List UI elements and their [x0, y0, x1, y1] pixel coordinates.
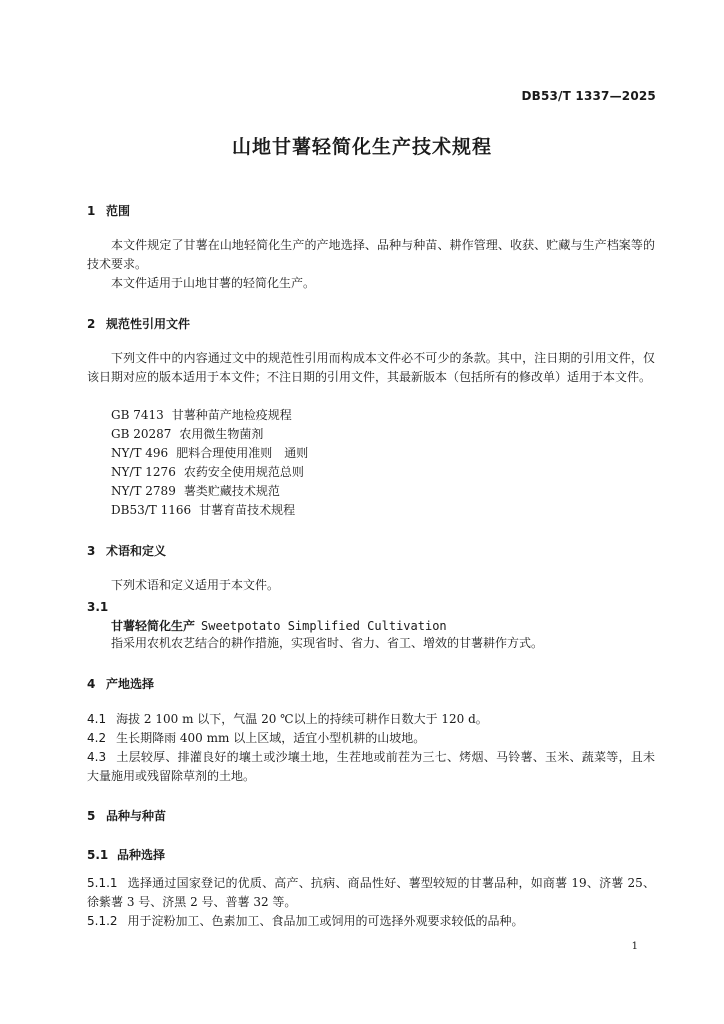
page-number: 1 — [631, 941, 638, 952]
clause-item — [87, 729, 655, 748]
clause-number: 5.1.2 — [87, 914, 118, 928]
section-heading-normative-references — [87, 315, 190, 332]
term-name-en: Sweetpotato Simplified Cultivation — [201, 619, 447, 633]
section-title: 术语和定义 — [106, 544, 167, 558]
section-heading-scope — [87, 202, 130, 219]
paragraph: 下列术语和定义适用于本文件。 — [111, 578, 280, 592]
reference-code: DB53/T 1166 — [111, 503, 192, 517]
clause-number: 4.3 — [87, 750, 107, 764]
section-number: 3 — [87, 544, 96, 558]
reference-name: 甘薯育苗技术规程 — [199, 503, 296, 517]
reference-item — [111, 501, 295, 520]
reference-code: NY/T 1276 — [111, 465, 176, 479]
paragraph: 本文件适用于山地甘薯的轻简化生产。 — [111, 276, 316, 290]
reference-item — [111, 406, 292, 425]
section-number: 5 — [87, 809, 96, 823]
section-title: 品种与种苗 — [106, 809, 167, 823]
term-number: 3.1 — [87, 600, 109, 614]
section-title: 产地选择 — [106, 677, 155, 691]
section-title: 范围 — [106, 204, 131, 218]
paragraph: 下列文件中的内容通过文中的规范性引用而构成本文件必不可少的条款。其中，注日期的引用文件，仅该日期对应的版本适用于本文件；不注日期的引用文件，其最新版本（包括所有的修改单）适用于本文件。 — [87, 351, 655, 384]
clause-number: 5.1.1 — [87, 876, 118, 890]
page-title: 山地甘薯轻简化生产技术规程 — [231, 136, 492, 158]
standard-code: DB53/T 1337—2025 — [521, 89, 656, 103]
reference-code: NY/T 2789 — [111, 484, 176, 498]
clause-item — [87, 748, 655, 786]
reference-name: 农药安全使用规范总则 — [183, 465, 304, 479]
reference-code: NY/T 496 — [111, 446, 169, 460]
reference-name: 农用微生物菌剂 — [179, 427, 264, 441]
reference-name: 薯类贮藏技术规范 — [183, 484, 280, 498]
reference-name: 肥料合理使用准则 通则 — [176, 446, 309, 460]
clause-item — [87, 710, 655, 729]
section-number: 1 — [87, 204, 96, 218]
section-number: 2 — [87, 317, 96, 331]
subsection-number: 5.1 — [87, 848, 109, 862]
section-number: 4 — [87, 677, 96, 691]
clause-text: 生长期降雨 400 mm 以上区域，适宜小型机耕的山坡地。 — [116, 731, 426, 745]
clause-number: 4.2 — [87, 731, 107, 745]
clause-text: 海拔 2 100 m 以下，气温 20 ℃以上的持续可耕作日数大于 120 d。 — [116, 712, 488, 726]
subsection-heading-variety-selection — [87, 846, 165, 863]
paragraph: 本文件规定了甘薯在山地轻简化生产的产地选择、品种与种苗、耕作管理、收获、贮藏与生产档案等的技术要求。 — [87, 238, 655, 271]
section-heading-varieties — [87, 807, 166, 824]
reference-name: 甘薯种苗产地检疫规程 — [171, 408, 292, 422]
reference-item — [111, 482, 280, 501]
clause-text: 用于淀粉加工、色素加工、食品加工或饲用的可选择外观要求较低的品种。 — [127, 914, 524, 928]
clause-item — [87, 912, 655, 931]
clause-text: 土层较厚、排灌良好的壤土或沙壤土地，生茬地或前茬为三七、烤烟、马铃薯、玉米、蔬菜等，且未大量施用或残留除草剂的土地。 — [87, 750, 655, 783]
section-heading-terms — [87, 542, 166, 559]
section-title: 规范性引用文件 — [106, 317, 191, 331]
clause-item — [87, 874, 655, 912]
term-name — [111, 617, 447, 634]
reference-code: GB 7413 — [111, 408, 164, 422]
reference-item — [111, 444, 308, 463]
section-heading-site-selection — [87, 675, 154, 692]
clause-number: 4.1 — [87, 712, 107, 726]
reference-code: GB 20287 — [111, 427, 172, 441]
term-name-cn: 甘薯轻简化生产 — [111, 619, 196, 633]
term-definition: 指采用农机农艺结合的耕作措施，实现省时、省力、省工、增效的甘薯耕作方式。 — [111, 636, 544, 650]
reference-item — [111, 425, 263, 444]
subsection-title: 品种选择 — [117, 848, 166, 862]
reference-item — [111, 463, 304, 482]
clause-text: 选择通过国家登记的优质、高产、抗病、商品性好、薯型较短的甘薯品种，如商薯 19、济薯 25、徐紫薯 3 号、济黑 2 号、普薯 32 等。 — [87, 876, 655, 909]
